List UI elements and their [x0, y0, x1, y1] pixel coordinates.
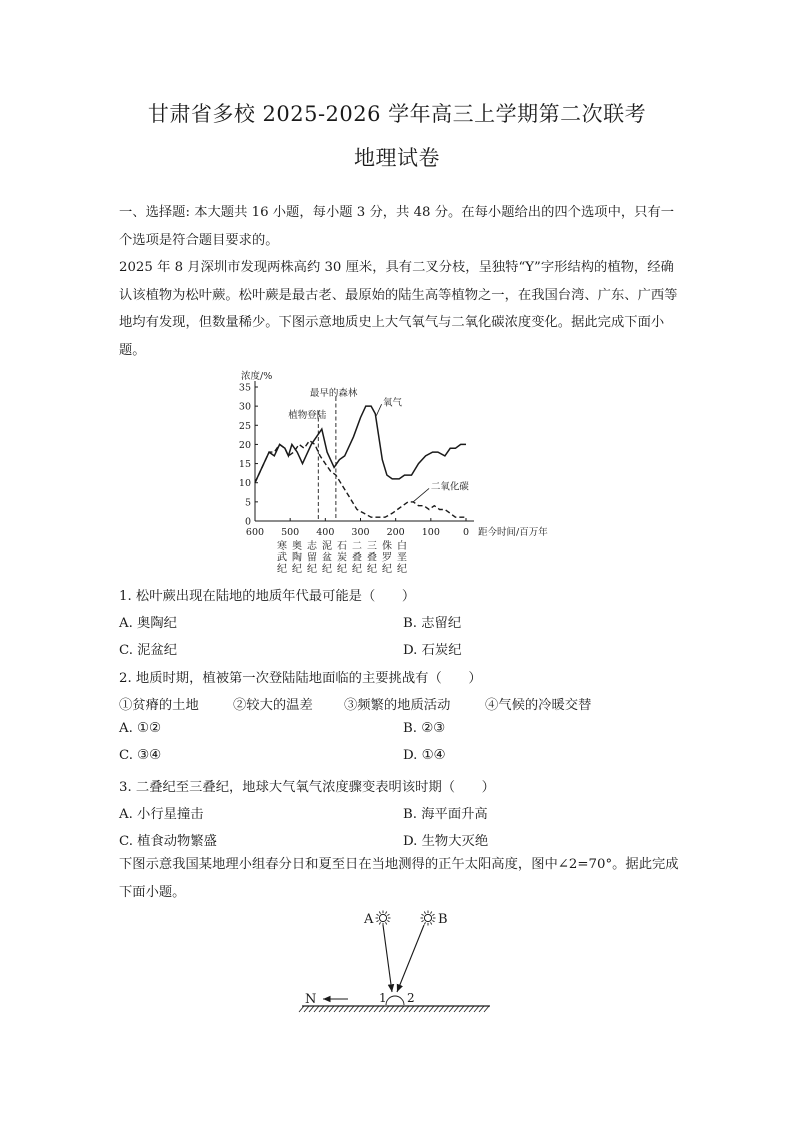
- hatch-stroke: [459, 1006, 464, 1012]
- sun-ray: [432, 921, 434, 922]
- period-label-char: 叠: [367, 552, 377, 564]
- period-label-char: 纪: [337, 564, 347, 575]
- sun-ray: [387, 921, 389, 922]
- question-1-option-b[interactable]: B. 志留纪: [403, 616, 462, 631]
- question-2-choice-4: ④气候的冷暖交替: [485, 698, 592, 713]
- period-label-char: 寒: [277, 541, 287, 552]
- y-tick-label: 5: [244, 497, 251, 509]
- period-label-char: 三: [367, 541, 377, 552]
- oxygen-leader-line: [376, 404, 381, 415]
- hatch-stroke: [409, 1006, 414, 1012]
- hatch-stroke: [354, 1006, 359, 1012]
- angle-arc: [386, 996, 404, 1005]
- sun-ray: [379, 922, 380, 924]
- question-3-option-a[interactable]: A. 小行星撞击: [119, 807, 204, 822]
- period-label-char: 炭: [337, 552, 347, 564]
- period-label-char: 武: [277, 552, 287, 564]
- sun-ray-b: [397, 925, 424, 992]
- question-2-option-a[interactable]: A. ①②: [119, 721, 161, 736]
- question-1-option-a[interactable]: A. 奥陶纪: [119, 616, 177, 631]
- period-label-char: 二: [352, 541, 362, 552]
- co2-series-label: 二氧化碳: [430, 481, 469, 493]
- period-label-char: 纪: [307, 564, 317, 575]
- x-axis-title: 距今时间/百万年: [478, 527, 548, 538]
- period-label-char: 垩: [397, 552, 407, 564]
- y-tick-label: 10: [238, 478, 251, 490]
- sun-a-label: A: [364, 912, 374, 927]
- period-label-char: 纪: [382, 564, 392, 575]
- sun-b-icon: [421, 911, 436, 926]
- oxygen-series-label: 氧气: [383, 397, 403, 409]
- hatch-stroke: [454, 1006, 459, 1012]
- hatch-stroke: [399, 1006, 404, 1012]
- sun-core: [379, 914, 386, 921]
- period-label-char: 纪: [397, 564, 407, 575]
- period-label-char: 纪: [277, 564, 287, 575]
- sun-ray: [432, 914, 434, 915]
- question-3-option-c[interactable]: C. 植食动物繁盛: [119, 834, 217, 849]
- period-label-char: 纪: [322, 564, 332, 575]
- hatch-stroke: [334, 1006, 339, 1012]
- hatch-stroke: [349, 1006, 354, 1012]
- hatch-stroke: [359, 1006, 364, 1012]
- sun-ray: [386, 912, 387, 914]
- hatch-stroke: [384, 1006, 389, 1012]
- question-2-choice-2: ②较大的温差: [233, 698, 313, 713]
- hatch-stroke: [424, 1006, 429, 1012]
- question-1-stem: 1. 松叶蕨出现在陆地的地质年代最可能是（ ）: [119, 589, 416, 604]
- oxygen-series-line: [255, 406, 466, 483]
- hatch-stroke: [339, 1006, 344, 1012]
- x-tick-label: 500: [281, 527, 300, 538]
- hatch-stroke: [449, 1006, 454, 1012]
- question-2-choice-3: ③频繁的地质活动: [344, 698, 451, 713]
- period-label-char: 侏: [382, 541, 392, 552]
- hatch-stroke: [329, 1006, 334, 1012]
- sun-ray: [377, 921, 379, 922]
- passage-2: 下图示意我国某地理小组春分日和夏至日在当地测得的正午太阳高度，图中∠2=70°。据此完成下面小题。: [119, 857, 679, 900]
- period-label-char: 纪: [367, 564, 377, 575]
- y-tick-label: 30: [238, 401, 251, 413]
- sun-ray: [386, 922, 387, 924]
- sun-b-label: B: [438, 912, 448, 927]
- x-tick-label: 200: [386, 527, 405, 538]
- sun-a-icon: [376, 911, 391, 926]
- x-tick-label: 100: [421, 527, 440, 538]
- period-label-char: 叠: [352, 552, 362, 564]
- y-tick-label: 15: [238, 459, 251, 471]
- angle-2-label: 2: [407, 991, 415, 1005]
- sun-core: [424, 914, 431, 921]
- hatch-stroke: [344, 1006, 349, 1012]
- question-2-choice-1: ①贫瘠的土地: [119, 698, 199, 713]
- question-2-option-d[interactable]: D. ①④: [403, 748, 446, 763]
- hatch-stroke: [464, 1006, 469, 1012]
- y-tick-label: 25: [238, 420, 251, 432]
- period-label-char: 奥: [292, 541, 302, 552]
- question-1-option-c[interactable]: C. 泥盆纪: [119, 643, 178, 658]
- sun-ray: [379, 912, 380, 914]
- hatch-stroke: [439, 1006, 444, 1012]
- hatch-stroke: [389, 1006, 394, 1012]
- exam-title: 甘肃省多校 2025-2026 学年高三上学期第二次联考: [147, 102, 647, 126]
- hatch-stroke: [299, 1006, 304, 1012]
- sun-ray: [424, 912, 425, 914]
- sun-ray: [424, 922, 425, 924]
- question-2-option-b[interactable]: B. ②③: [403, 721, 446, 736]
- question-3-option-d[interactable]: D. 生物大灭绝: [403, 834, 489, 849]
- hatch-stroke: [394, 1006, 399, 1012]
- hatch-stroke: [469, 1006, 474, 1012]
- annotation-earliest-forest: 最早的森林: [309, 388, 358, 399]
- section-instruction: 一、选择题: 本大题共 16 小题，每小题 3 分，共 48 分。在每小题给出的四个选项中，只有一个选项是符合题目要求的。: [119, 205, 675, 248]
- x-tick-label: 600: [245, 527, 265, 538]
- sun-ray: [422, 921, 424, 922]
- sun-ray: [377, 914, 379, 915]
- y-axis-title: 浓度/%: [241, 371, 273, 382]
- y-tick-label: 20: [238, 439, 251, 451]
- sun-ray: [422, 914, 424, 915]
- y-tick-label: 35: [238, 382, 251, 394]
- question-2-option-c[interactable]: C. ③④: [119, 748, 161, 763]
- hatch-stroke: [364, 1006, 369, 1012]
- x-tick-label: 0: [462, 527, 470, 538]
- period-label-char: 陶: [292, 552, 302, 564]
- exam-subtitle: 地理试卷: [354, 146, 440, 170]
- hatch-stroke: [484, 1006, 489, 1012]
- hatch-stroke: [474, 1006, 479, 1012]
- hatch-stroke: [479, 1006, 484, 1012]
- co2-leader-line: [413, 488, 429, 501]
- period-label-char: 志: [307, 541, 317, 552]
- sun-angle-diagram: [290, 905, 510, 1015]
- hatch-stroke: [444, 1006, 449, 1012]
- sun-ray: [387, 914, 389, 915]
- hatch-stroke: [434, 1006, 439, 1012]
- period-label-char: 纪: [292, 564, 302, 575]
- angle-1-label: 1: [379, 991, 387, 1005]
- period-label-char: 罗: [382, 552, 392, 564]
- sun-ray: [431, 922, 432, 924]
- concentration-chart: [230, 366, 570, 576]
- period-label-char: 白: [397, 541, 407, 552]
- hatch-stroke: [429, 1006, 434, 1012]
- sun-ray: [431, 912, 432, 914]
- hatch-stroke: [419, 1006, 424, 1012]
- hatch-stroke: [379, 1006, 384, 1012]
- period-label-char: 泥: [322, 541, 332, 552]
- period-label-char: 纪: [352, 564, 362, 575]
- period-label-char: 盆: [322, 552, 332, 564]
- period-label-char: 留: [307, 552, 317, 564]
- x-tick-label: 400: [316, 527, 335, 538]
- hatch-stroke: [414, 1006, 419, 1012]
- passage-1: 2025 年 8 月深圳市发现两株高约 30 厘米，具有二叉分枝，呈独特“Y”字形结构的植物，经确认该植物为松叶蕨。松叶蕨是最古老、最原始的陆生高等植物之一，在我国台湾、广东、广西等地均有发现，但数量稀少。下图示意地质史上大气氧气与二氧化碳浓度变化。据此完成下面小题。: [119, 260, 678, 358]
- x-tick-label: 300: [351, 527, 370, 538]
- hatch-stroke: [404, 1006, 409, 1012]
- hatch-stroke: [374, 1006, 379, 1012]
- annotation-plant-landing: 植物登陆: [288, 410, 327, 421]
- ground-hatching: [299, 1006, 489, 1012]
- question-2-stem: 2. 地质时期，植被第一次登陆陆地面临的主要挑战有（ ）: [119, 671, 482, 686]
- hatch-stroke: [369, 1006, 374, 1012]
- north-label: N: [305, 992, 317, 1007]
- y-tick-label: 0: [244, 516, 251, 528]
- sun-ray-a: [383, 925, 392, 992]
- period-label-char: 石: [337, 541, 347, 552]
- question-1-option-d[interactable]: D. 石炭纪: [403, 643, 462, 658]
- question-3-option-b[interactable]: B. 海平面升高: [403, 807, 488, 822]
- hatch-stroke: [324, 1006, 329, 1012]
- question-3-stem: 3. 二叠纪至三叠纪，地球大气氧气浓度骤变表明该时期（ ）: [119, 780, 495, 795]
- hatch-stroke: [319, 1006, 324, 1012]
